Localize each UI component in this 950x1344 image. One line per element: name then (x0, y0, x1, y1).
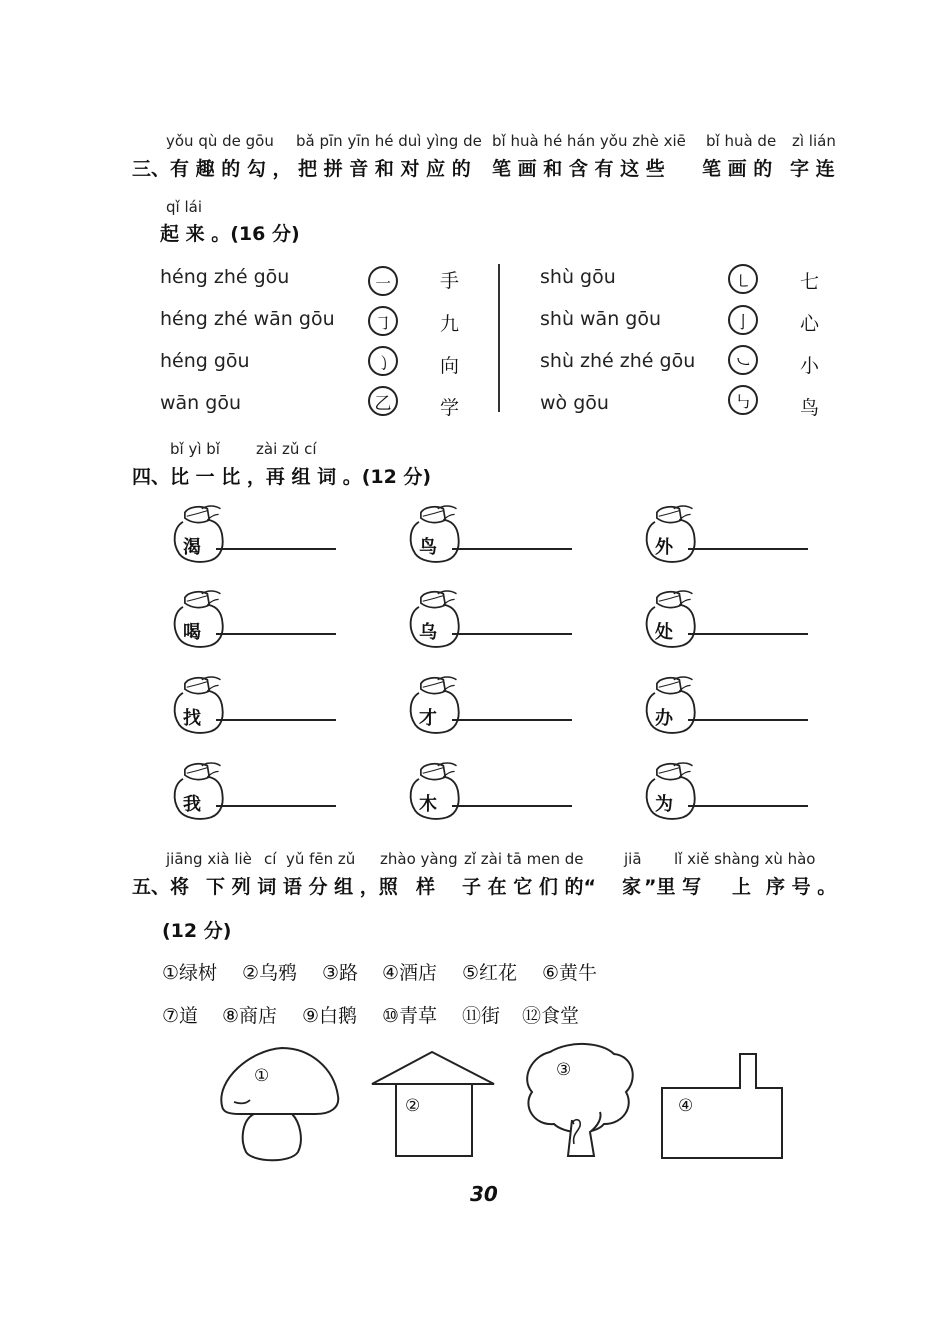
title-part: 笔 画 和 含 有 这 些 (492, 158, 665, 180)
word-item: ⑤红花 (462, 962, 518, 984)
shape-label: ④ (678, 1096, 694, 1116)
pinyin: cí (264, 850, 277, 868)
word-item: ④酒店 (382, 962, 438, 984)
title-part: 子 在 它 们 的“ (462, 876, 596, 898)
tree-shape[interactable] (527, 1044, 633, 1156)
title-part: 三、有 趣 的 勾 ， (132, 158, 292, 180)
pot-char: 木 (419, 794, 437, 815)
pot-char: 为 (655, 794, 673, 815)
shape-label: ① (254, 1066, 270, 1086)
title-part: 把 拼 音 和 对 应 的 (298, 158, 471, 180)
section3-pinyin-line2: qǐ lái (166, 198, 202, 216)
pinyin: bǐ huà hé hán yǒu zhè xiē (492, 132, 686, 150)
answer-line[interactable] (688, 633, 808, 635)
answer-line[interactable] (216, 548, 336, 550)
answer-line[interactable] (688, 805, 808, 807)
answer-line[interactable] (688, 719, 808, 721)
match-char[interactable]: 七 (800, 271, 820, 293)
section4-title: 四、比 一 比 ，再 组 词 。(12 分) (132, 466, 432, 488)
word-item: ⑩青草 (382, 1005, 438, 1027)
pinyin: yǔ fēn zǔ (286, 850, 356, 868)
word-item: ⑨白鹅 (302, 1005, 358, 1027)
stroke-circle[interactable]: ㇁ (368, 346, 398, 376)
match-char[interactable]: 小 (800, 355, 820, 377)
pot-item (630, 676, 820, 746)
match-char[interactable]: 心 (800, 313, 820, 335)
section4-pinyin: bǐ yì bǐ (170, 440, 220, 458)
pot-item (158, 505, 348, 575)
stroke-circle[interactable]: ㇃ (728, 345, 758, 375)
pot-item (394, 762, 584, 832)
pot-item (158, 676, 348, 746)
pot-item (630, 505, 820, 575)
match-char[interactable]: 学 (440, 397, 460, 419)
pot-item (158, 762, 348, 832)
word-item: ⑫食堂 (522, 1005, 580, 1027)
pinyin: zǐ zài tā men de (464, 850, 584, 868)
title-part: 下 列 词 语 分 组 ，照 (206, 876, 398, 898)
pot-item (394, 505, 584, 575)
pot-char: 鸟 (419, 537, 437, 558)
stroke-pinyin: shù gōu (540, 266, 616, 288)
match-char[interactable]: 手 (440, 270, 460, 292)
answer-line[interactable] (216, 719, 336, 721)
stroke-circle[interactable]: ㇆ (368, 306, 398, 336)
word-item: ⑥黄牛 (542, 962, 598, 984)
page-number: 30 (470, 1182, 498, 1206)
title-part: 笔 画 的 (702, 158, 773, 180)
word-item: ⑪街 (462, 1005, 501, 1027)
answer-line[interactable] (688, 548, 808, 550)
pot-item (394, 676, 584, 746)
title-part: 上 (732, 876, 752, 898)
pinyin: bǎ pīn yīn hé duì yìng de (296, 132, 482, 150)
pot-char: 乌 (419, 622, 437, 643)
title-part: 样 (416, 876, 436, 898)
pot-item (630, 590, 820, 660)
stroke-pinyin: héng zhé wān gōu (160, 308, 335, 330)
stroke-pinyin: wān gōu (160, 392, 241, 414)
pot-char: 办 (655, 708, 673, 729)
pot-char: 才 (419, 708, 437, 729)
pinyin: jiā (624, 850, 642, 868)
pot-item (630, 762, 820, 832)
stroke-circle[interactable]: 乙 (368, 386, 398, 416)
pot-char: 渴 (183, 537, 201, 558)
pinyin: yǒu qù de gōu (166, 132, 274, 150)
pot-char: 我 (183, 794, 201, 815)
pinyin: zhào yàng (380, 850, 458, 868)
shape-label: ② (405, 1096, 421, 1116)
pot-item (394, 590, 584, 660)
word-item: ①绿树 (162, 962, 218, 984)
title-part: 家 (622, 876, 642, 898)
section4-pinyin: zài zǔ cí (256, 440, 317, 458)
match-char[interactable]: 九 (440, 313, 460, 335)
stroke-pinyin: shù wān gōu (540, 308, 662, 330)
stroke-pinyin: wò gōu (540, 392, 609, 414)
stroke-pinyin: héng gōu (160, 350, 250, 372)
stroke-circle[interactable]: ㇉ (728, 385, 758, 415)
answer-line[interactable] (216, 633, 336, 635)
stroke-pinyin: shù zhé zhé gōu (540, 350, 696, 372)
answer-line[interactable] (452, 548, 572, 550)
stroke-circle[interactable]: ㇐ (368, 266, 398, 296)
section3-title-line2: 起 来 。(16 分) (160, 223, 300, 245)
match-char[interactable]: 向 (440, 355, 460, 377)
section5-score: (12 分) (162, 920, 232, 942)
title-part: 字 连 (790, 158, 835, 180)
column-divider (498, 264, 500, 412)
answer-line[interactable] (452, 719, 572, 721)
word-item: ②乌鸦 (242, 962, 298, 984)
stroke-pinyin: héng zhé gōu (160, 266, 290, 288)
stroke-circle[interactable]: ㇄ (728, 264, 758, 294)
answer-line[interactable] (452, 633, 572, 635)
pinyin: jiāng xià liè (166, 850, 252, 868)
pot-char: 找 (183, 708, 201, 729)
shapes-area (210, 1040, 810, 1170)
pot-char: 处 (655, 622, 673, 643)
pinyin: zì lián (792, 132, 836, 150)
answer-line[interactable] (452, 805, 572, 807)
word-item: ⑦道 (162, 1005, 199, 1027)
title-part: 序 号 。 (766, 876, 837, 898)
pot-item (158, 590, 348, 660)
shape-label: ③ (556, 1060, 572, 1080)
word-item: ⑧商店 (222, 1005, 278, 1027)
pot-char: 外 (655, 537, 673, 558)
word-item: ③路 (322, 962, 359, 984)
house-shape[interactable] (372, 1052, 494, 1156)
match-char[interactable]: 鸟 (800, 397, 820, 419)
pinyin: lǐ xiě shàng xù hào (674, 850, 816, 868)
pot-char: 喝 (183, 622, 201, 643)
title-part: ”里 写 (644, 876, 702, 898)
mushroom-shape[interactable] (221, 1048, 338, 1160)
stroke-circle[interactable]: 亅 (728, 305, 758, 335)
answer-line[interactable] (216, 805, 336, 807)
title-part: 五、将 (132, 876, 190, 898)
pinyin: bǐ huà de (706, 132, 777, 150)
